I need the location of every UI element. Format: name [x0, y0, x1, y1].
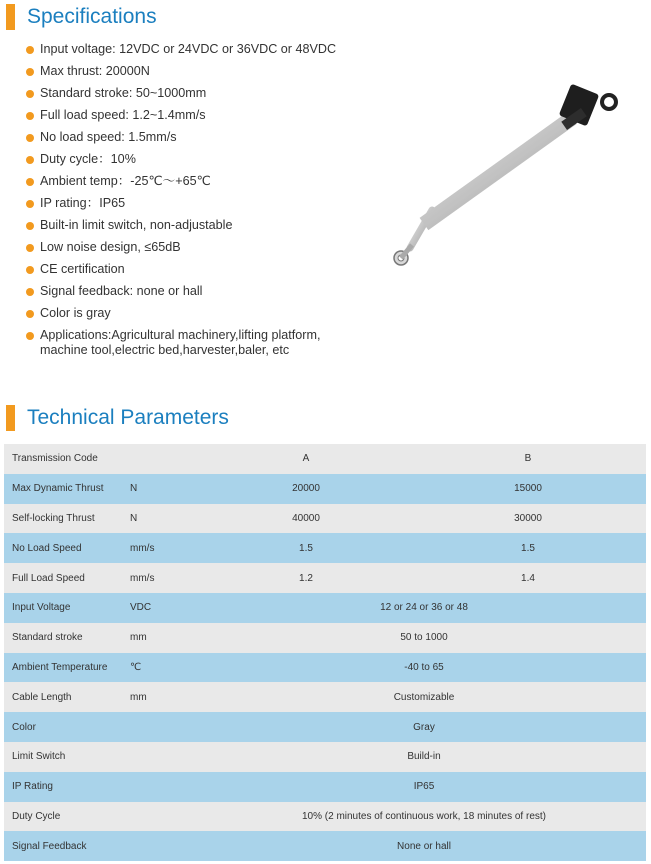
- bullet-dot-icon: [26, 222, 34, 230]
- param-unit: [124, 742, 202, 772]
- param-unit: N: [130, 512, 138, 524]
- param-unit: mm/s: [130, 542, 155, 554]
- bullet-dot-icon: [26, 332, 34, 340]
- code-b: B: [524, 453, 532, 465]
- param-label: Cable Length: [12, 691, 72, 703]
- param-value: Gray: [413, 721, 435, 733]
- bullet-dot-icon: [26, 310, 34, 318]
- value-a: 1.2: [299, 572, 313, 584]
- bullet-dot-icon: [26, 68, 34, 76]
- spec-item-text: CE certification: [40, 262, 125, 276]
- param-label: Color: [12, 721, 36, 733]
- param-unit: [124, 444, 202, 474]
- spec-item-text: Full load speed: 1.2~1.4mm/s: [40, 108, 206, 122]
- param-value: None or hall: [397, 840, 451, 852]
- param-label: Standard stroke: [12, 632, 83, 644]
- param-unit: N: [130, 483, 138, 495]
- spec-item-text: Low noise design, ≤65dB: [40, 240, 181, 254]
- spec-item: [26, 174, 366, 189]
- value-b: 15000: [514, 483, 542, 495]
- table-header-row: [4, 444, 646, 474]
- param-value: 10% (2 minutes of continuous work, 18 minutes of rest): [301, 810, 546, 822]
- table-row: [4, 533, 646, 563]
- linear-actuator-image: [386, 82, 626, 272]
- param-label: Duty Cycle: [12, 810, 61, 822]
- bullet-dot-icon: [26, 200, 34, 208]
- param-unit: [124, 772, 202, 802]
- spec-item: [26, 240, 366, 255]
- value-b: 1.5: [521, 542, 535, 554]
- table-row: [4, 712, 646, 742]
- param-label: Self-locking Thrust: [12, 512, 95, 524]
- param-unit: mm: [130, 632, 147, 644]
- spec-item: [26, 306, 366, 321]
- spec-item: [26, 262, 366, 277]
- code-a: A: [302, 453, 310, 465]
- value-b: 30000: [514, 512, 542, 524]
- param-value: Build-in: [407, 751, 441, 763]
- param-unit: [124, 831, 202, 861]
- heading-accent-bar: [6, 405, 15, 431]
- spec-item-text: Built-in limit switch, non-adjustable: [40, 218, 233, 232]
- table-row: [4, 802, 646, 832]
- heading-accent-bar: [6, 4, 15, 30]
- spec-item: [26, 218, 366, 233]
- param-label: Limit Switch: [12, 751, 66, 763]
- table-row: [4, 474, 646, 504]
- spec-item: [26, 42, 366, 57]
- param-unit: VDC: [130, 602, 152, 614]
- param-label: Ambient Temperature: [12, 661, 108, 673]
- table-row: [4, 623, 646, 653]
- spec-item-text: Standard stroke: 50~1000mm: [40, 86, 207, 100]
- param-label: No Load Speed: [12, 542, 82, 554]
- param-unit: [124, 712, 202, 742]
- spec-item-text: Duty cycle：10%: [40, 152, 136, 166]
- param-label: Full Load Speed: [12, 572, 85, 584]
- table-row: [4, 593, 646, 623]
- spec-item-text: Input voltage: 12VDC or 24VDC or 36VDC or 48VDC: [40, 42, 337, 56]
- table-row: [4, 831, 646, 861]
- spec-item: [26, 152, 366, 167]
- spec-item: [26, 284, 366, 299]
- specifications-title: Specifications: [27, 5, 157, 28]
- table-row: [4, 653, 646, 683]
- technical-parameters-table: [4, 444, 646, 861]
- param-label: Transmission Code: [12, 453, 98, 465]
- bullet-dot-icon: [26, 134, 34, 142]
- table-row: [4, 682, 646, 712]
- value-a: 20000: [292, 483, 320, 495]
- table-row: [4, 742, 646, 772]
- bullet-dot-icon: [26, 156, 34, 164]
- table-row: [4, 504, 646, 534]
- specification-list: [26, 42, 366, 365]
- technical-parameters-title: Technical Parameters: [27, 406, 229, 429]
- spec-item-text: IP rating：IP65: [40, 196, 126, 210]
- param-unit: [124, 802, 202, 832]
- param-value: 12 or 24 or 36 or 48: [380, 602, 468, 614]
- spec-item: [26, 108, 366, 123]
- param-label: Max Dynamic Thrust: [12, 483, 104, 495]
- value-a: 1.5: [299, 542, 313, 554]
- spec-item-text: Color is gray: [40, 306, 111, 320]
- bullet-dot-icon: [26, 90, 34, 98]
- table-row: [4, 563, 646, 593]
- table-row: [4, 772, 646, 802]
- param-value: IP65: [413, 781, 435, 793]
- spec-item-text: No load speed: 1.5mm/s: [40, 130, 177, 144]
- bullet-dot-icon: [26, 46, 34, 54]
- param-value: -40 to 65: [404, 661, 444, 673]
- bullet-dot-icon: [26, 112, 34, 120]
- param-label: Input Voltage: [12, 602, 71, 614]
- bullet-dot-icon: [26, 178, 34, 186]
- spec-item: [26, 130, 366, 145]
- spec-item: [26, 196, 366, 211]
- param-unit: mm: [130, 691, 147, 703]
- spec-item-text: Ambient temp：-25℃～+65℃: [40, 174, 211, 188]
- param-value: Customizable: [393, 691, 455, 703]
- param-label: Signal Feedback: [12, 840, 87, 852]
- param-label: IP Rating: [12, 781, 53, 793]
- value-a: 40000: [292, 512, 320, 524]
- spec-item: [26, 64, 366, 79]
- technical-parameters-heading: [6, 404, 229, 432]
- spec-item: [26, 86, 366, 101]
- spec-item-text: Signal feedback: none or hall: [40, 284, 203, 298]
- value-b: 1.4: [521, 572, 535, 584]
- specifications-heading: [6, 3, 157, 31]
- spec-item-text: Applications:Agricultural machinery,lifting platform, machine tool,electric bed,harvester,baler, etc: [40, 328, 321, 357]
- param-unit: ℃: [130, 661, 142, 673]
- param-value: 50 to 1000: [400, 632, 448, 644]
- bullet-dot-icon: [26, 266, 34, 274]
- spec-item: [26, 328, 366, 358]
- bullet-dot-icon: [26, 288, 34, 296]
- param-unit: mm/s: [130, 572, 155, 584]
- bullet-dot-icon: [26, 244, 34, 252]
- spec-item-text: Max thrust: 20000N: [40, 64, 150, 78]
